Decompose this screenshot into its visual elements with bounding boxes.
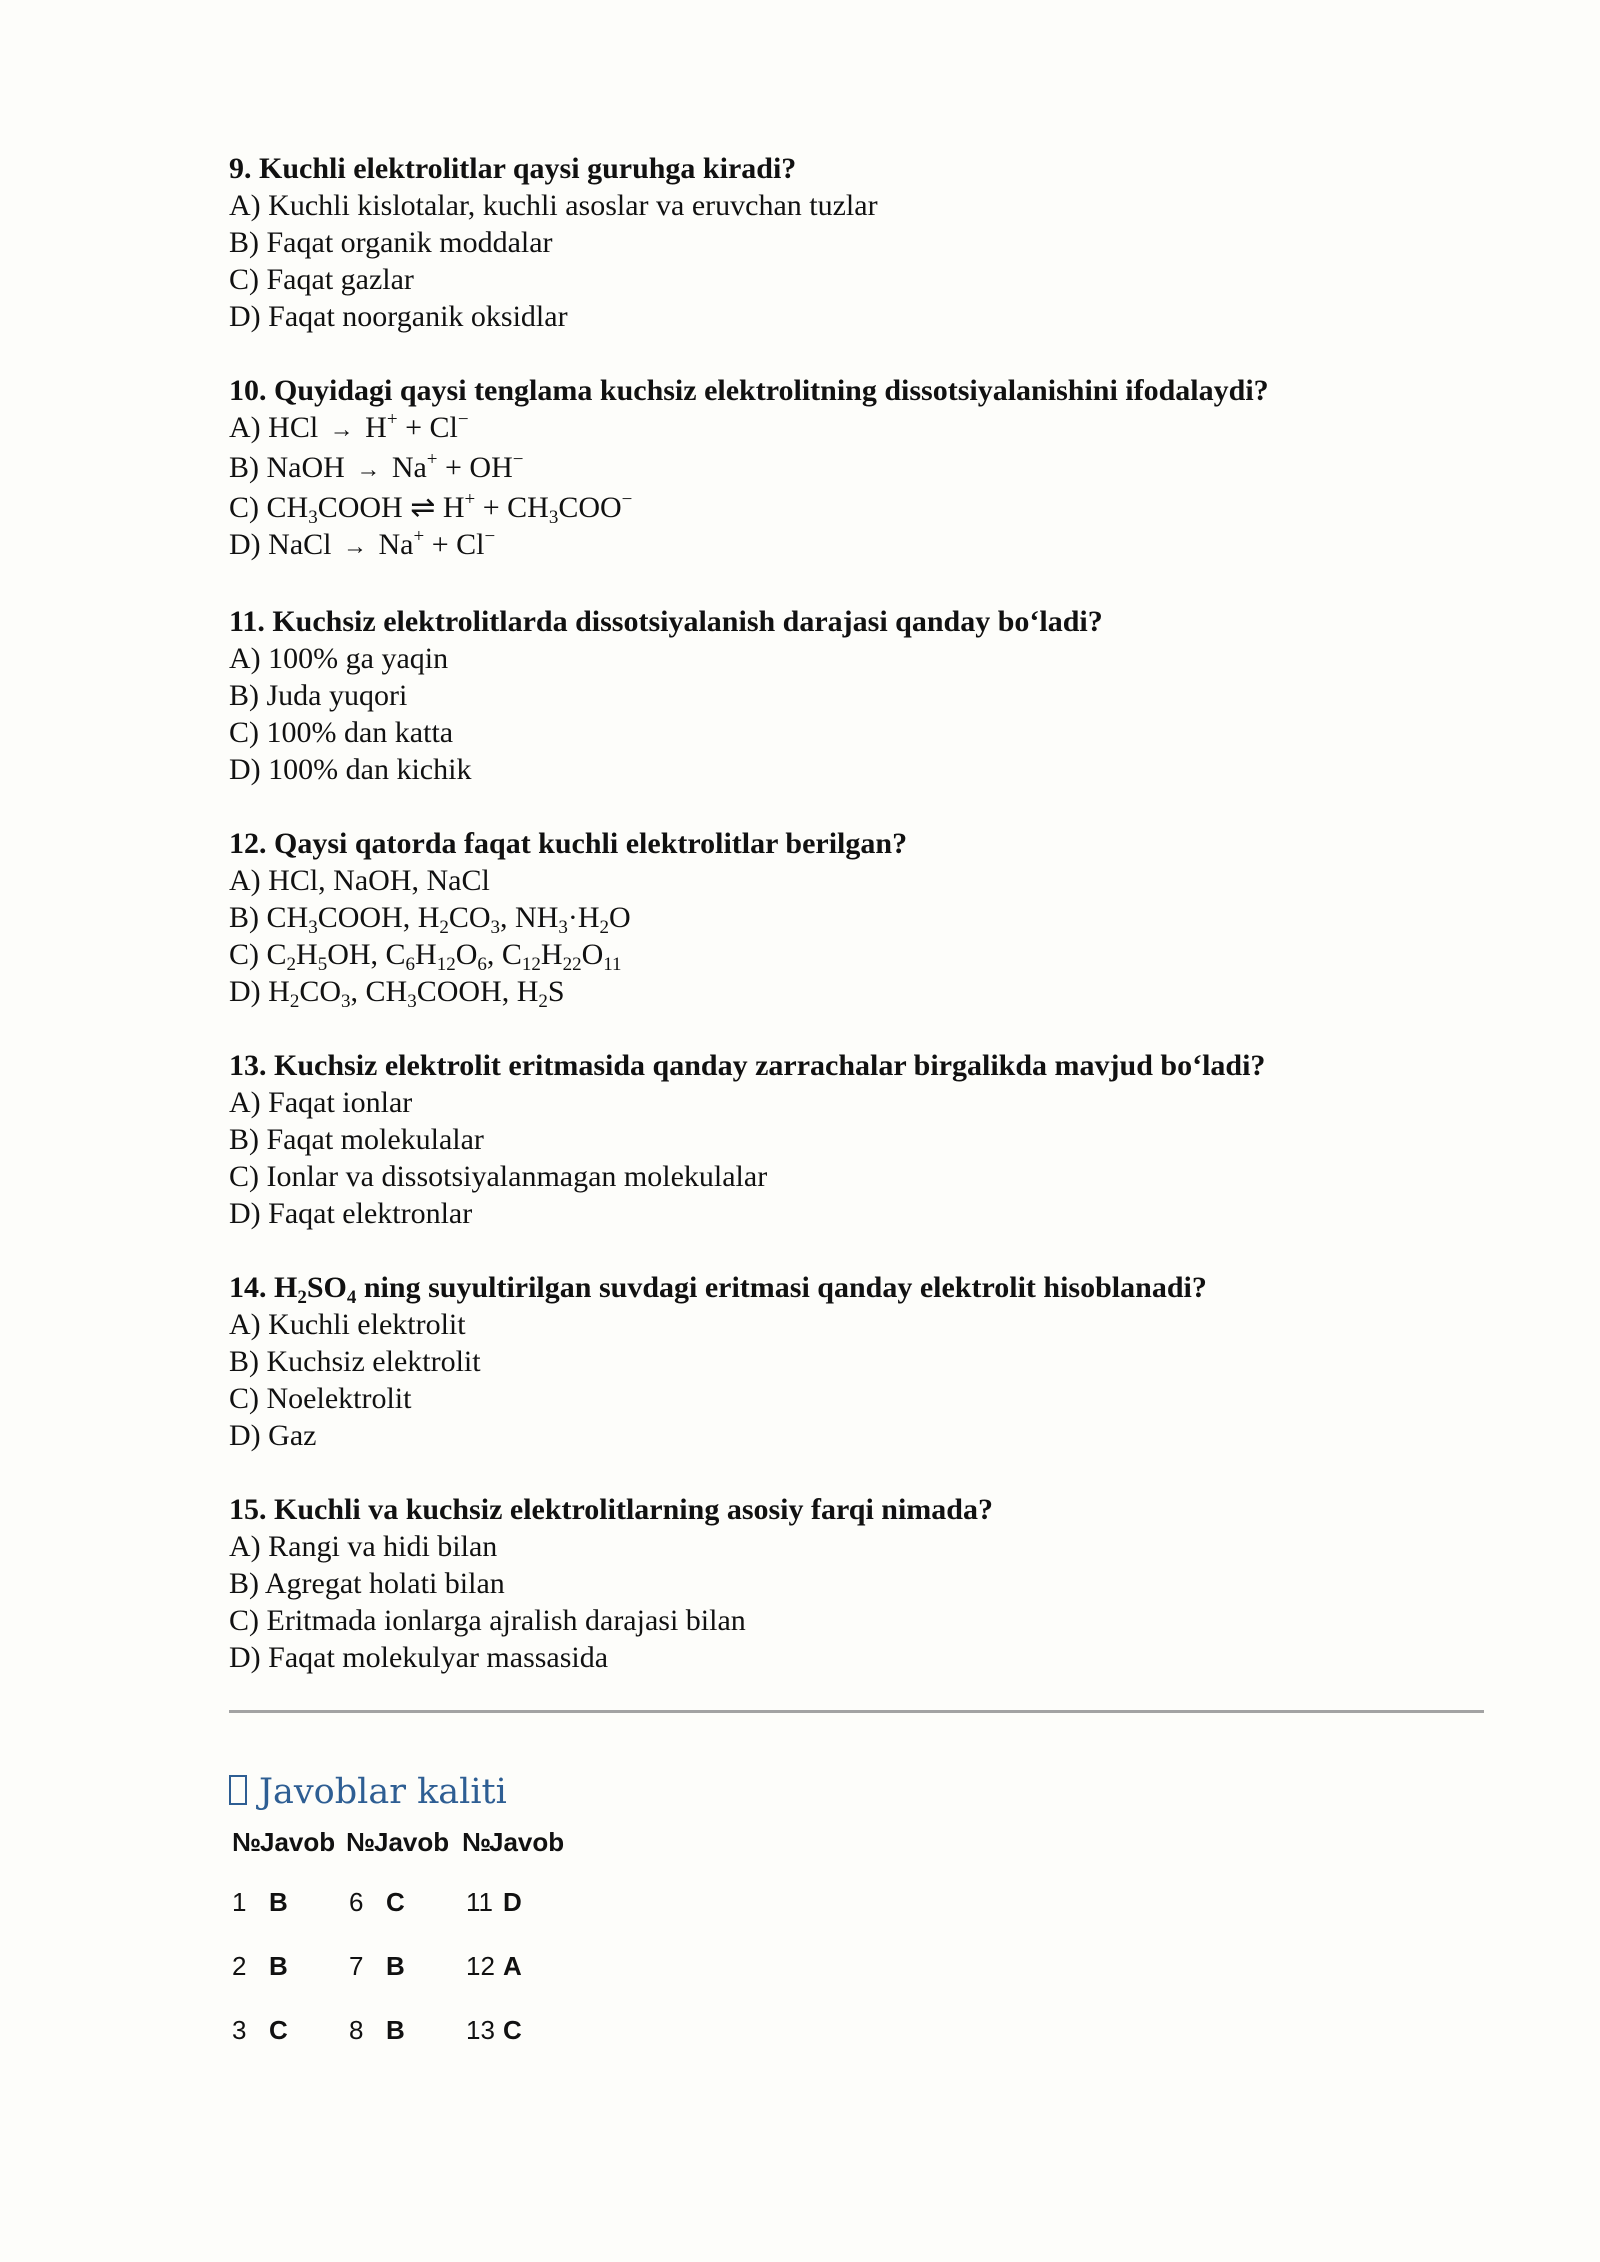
answer-key-letter: C bbox=[503, 2015, 522, 2045]
answer-option: A) Faqat ionlar bbox=[229, 1086, 413, 1119]
answer-key-header-cell: № bbox=[346, 1827, 375, 1857]
answer-option: D) Faqat noorganik oksidlar bbox=[229, 300, 568, 333]
answer-option: D) Faqat molekulyar massasida bbox=[229, 1641, 609, 1674]
answer-key-letter: B bbox=[386, 2015, 405, 2045]
answer-key-letter: B bbox=[269, 1951, 288, 1981]
answer-option: C) $CH_3COOH$ ⇌ $H^+ + CH_3COO^-$ bbox=[229, 489, 633, 528]
answer-option: C) 100% dan katta bbox=[229, 716, 454, 749]
answer-key-number: 11 bbox=[466, 1887, 493, 1917]
answer-key-header-cell: Javob bbox=[260, 1827, 336, 1857]
question-title: 9. Kuchli elektrolitlar qaysi guruhga kiradi? bbox=[229, 152, 797, 185]
answer-key-number: 2 bbox=[232, 1951, 247, 1981]
answer-option: D) NaCl → Na+ + Cl− bbox=[229, 526, 496, 561]
question-block bbox=[229, 1047, 1484, 1232]
answer-option: A) Kuchli elektrolit bbox=[229, 1308, 466, 1341]
answer-option: A) 100% ga yaqin bbox=[229, 642, 449, 675]
answer-option: C) Faqat gazlar bbox=[229, 263, 414, 296]
answer-option: D) Gaz bbox=[229, 1419, 317, 1452]
answer-option: C) Eritmada ionlarga ajralish darajasi bilan bbox=[229, 1604, 746, 1637]
answer-option: C) $C_2H_5OH$, $C_6H_{12}O_6$, $C_{12}H_{22}O_{11}$ bbox=[229, 938, 622, 975]
question-block bbox=[229, 1269, 1484, 1454]
question-title: 11. Kuchsiz elektrolitlarda dissotsiyalanish darajasi qanday bo‘ladi? bbox=[229, 605, 1103, 638]
answer-option: B) $CH_3COOH$, $H_2CO_3$, $NH_3\cdot H_2O$ bbox=[229, 901, 631, 938]
question-block bbox=[229, 372, 1484, 566]
answer-key-header-cell: Javob bbox=[489, 1827, 565, 1857]
answer-option: B) Faqat organik moddalar bbox=[229, 226, 553, 259]
answer-option: B) Juda yuqori bbox=[229, 679, 408, 712]
answer-option: D) Faqat elektronlar bbox=[229, 1197, 473, 1230]
answer-key-number: 12 bbox=[466, 1951, 495, 1981]
answer-option: D) 100% dan kichik bbox=[229, 753, 472, 786]
answer-option: B) NaOH → Na+ + OH− bbox=[229, 449, 524, 484]
answer-key-letter: B bbox=[269, 1887, 288, 1917]
question-title: 13. Kuchsiz elektrolit eritmasida qanday zarrachalar birgalikda mavjud bo‘ladi? bbox=[229, 1049, 1266, 1082]
answer-option: C) Noelektrolit bbox=[229, 1382, 412, 1415]
answer-option: A) Rangi va hidi bilan bbox=[229, 1530, 498, 1563]
answer-key-number: 7 bbox=[349, 1951, 364, 1981]
answer-key-header-cell: № bbox=[232, 1827, 261, 1857]
horizontal-divider bbox=[229, 1710, 1484, 1713]
answer-option: C) Ionlar va dissotsiyalanmagan molekulalar bbox=[229, 1160, 768, 1193]
answer-option: A) HCl → H+ + Cl− bbox=[229, 409, 469, 444]
answer-key-header-cell: Javob bbox=[374, 1827, 450, 1857]
answer-key-header-cell: № bbox=[462, 1827, 491, 1857]
question-title: 12. Qaysi qatorda faqat kuchli elektrolitlar berilgan? bbox=[229, 827, 908, 860]
answer-key-letter: A bbox=[503, 1951, 522, 1981]
answer-key-number: 6 bbox=[349, 1887, 364, 1917]
answer-key-letter: D bbox=[503, 1887, 522, 1917]
answer-option: B) Agregat holati bilan bbox=[229, 1567, 505, 1600]
question-block bbox=[229, 825, 1484, 1010]
question-block bbox=[229, 603, 1484, 788]
answer-key-title: Javoblar kaliti bbox=[259, 1772, 507, 1812]
question-list bbox=[229, 150, 1484, 1713]
question-block bbox=[229, 1491, 1484, 1676]
answer-key-number: 3 bbox=[232, 2015, 247, 2045]
question-title: 15. Kuchli va kuchsiz elektrolitlarning asosiy farqi nimada? bbox=[229, 1493, 993, 1526]
answer-option: B) Faqat molekulalar bbox=[229, 1123, 484, 1156]
answer-key-letter: C bbox=[269, 2015, 288, 2045]
answer-key-letter: B bbox=[386, 1951, 405, 1981]
answer-key-number: 13 bbox=[466, 2015, 495, 2045]
answer-key-number: 1 bbox=[232, 1887, 247, 1917]
checkbox-icon bbox=[229, 1775, 247, 1805]
question-title: 10. Quyidagi qaysi tenglama kuchsiz elektrolitning dissotsiyalanishini ifodalaydi? bbox=[229, 374, 1269, 407]
answer-option: A) Kuchli kislotalar, kuchli asoslar va eruvchan tuzlar bbox=[229, 189, 878, 222]
question-block bbox=[229, 150, 1484, 335]
answer-key-letter: C bbox=[386, 1887, 405, 1917]
answer-option: B) Kuchsiz elektrolit bbox=[229, 1345, 481, 1378]
answer-option: A) HCl, NaOH, NaCl bbox=[229, 864, 490, 897]
answer-option: D) $H_2CO_3$, $CH_3COOH$, $H_2S$ bbox=[229, 975, 565, 1012]
question-title: 14. $H_2SO_4$ ning suyultirilgan suvdagi eritmasi qanday elektrolit hisoblanadi? bbox=[229, 1271, 1207, 1308]
answer-key-number: 8 bbox=[349, 2015, 364, 2045]
answer-key-heading bbox=[229, 1772, 507, 1812]
